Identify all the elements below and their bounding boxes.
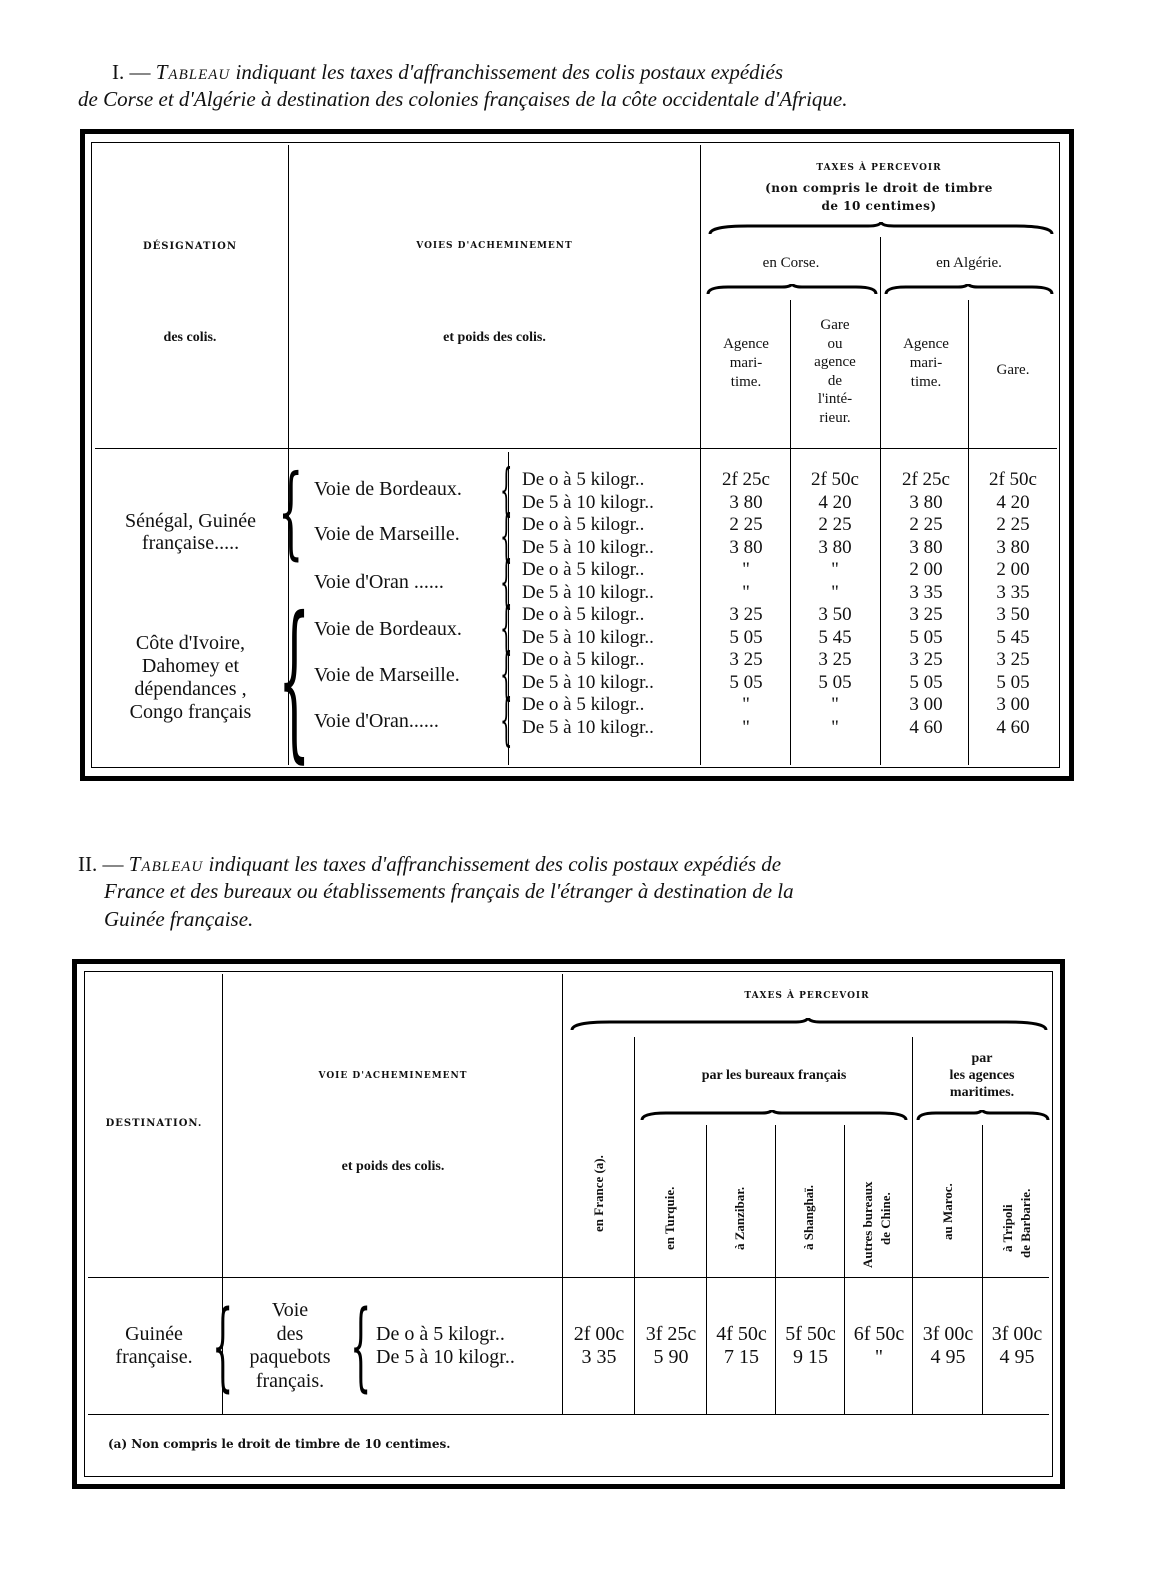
table1-voie-5: Voie de Marseille. — [314, 664, 460, 686]
table1-cell: 2 25 — [909, 514, 943, 535]
table2-header-voie: VOIE D'ACHEMINEMENT — [318, 1071, 468, 1081]
table1-cell: " — [831, 581, 839, 603]
table2-cell: " — [874, 1346, 884, 1368]
table1-cell: 5 05 — [729, 626, 763, 648]
table2-destination: Guinée française. — [115, 1323, 193, 1368]
table2-brace-taxes — [570, 1018, 1048, 1034]
table1-cell: 2 25 — [818, 514, 852, 535]
table1-cell: 5 45 — [996, 626, 1030, 648]
table1-title — [112, 60, 1112, 85]
table1-cell: 2f 50c — [810, 469, 859, 490]
table1-cell: 4 60 — [909, 716, 943, 738]
table1-cell: 5 05 — [909, 671, 943, 693]
table1-cell: 5 05 — [729, 671, 763, 693]
table2-cell: 3 35 — [581, 1346, 617, 1368]
table1-cell: 2 25 — [996, 514, 1030, 535]
table1-title-rest: indiquant les taxes d'affranchissement des colis postaux expédiés — [235, 60, 783, 84]
table1-weight-brace-4: { — [500, 596, 513, 661]
table2-col-france: en France (a). — [591, 1155, 606, 1232]
table1-cell: 3 25 — [818, 649, 852, 670]
table1-cell: 4 60 — [996, 716, 1030, 738]
table2-col-autres: Autres bureaux — [860, 1181, 875, 1268]
table1-cell: 5 05 — [909, 626, 943, 648]
table2-cell: 4 95 — [930, 1346, 966, 1368]
table2-cell: 5f 50c — [785, 1323, 836, 1345]
table1-cell: 3 80 — [729, 491, 763, 513]
table1-cell: 3 25 — [909, 604, 943, 625]
table1-brace-taxes — [708, 222, 1054, 238]
table2-title-line2: France et des bureaux ou établissements français de l'étranger à destination de la — [104, 879, 794, 903]
table1-brace-group1: { — [278, 453, 304, 570]
table1-cell: 2 25 — [729, 514, 763, 535]
table2-cell: 7 15 — [724, 1346, 759, 1368]
table1-cell: 3 25 — [729, 649, 763, 670]
table1-title-num: I. — — [112, 60, 151, 84]
table1-col-agence-corse: Agence mari- time. — [723, 336, 769, 390]
table1-weight-brace-3: { — [500, 550, 513, 615]
table1-brace-group2: { — [278, 581, 311, 779]
table1-cell: 2 00 — [996, 559, 1030, 580]
table2-col-shanghai: à Shanghaï. — [801, 1184, 816, 1250]
table1-cell: 3 80 — [818, 536, 852, 558]
table1-cell: 3 80 — [909, 536, 943, 558]
table2-voie: Voie des paquebots français. — [249, 1299, 331, 1392]
table2-col-barbarie: de Barbarie. — [1018, 1188, 1033, 1258]
table2-col-maroc: au Maroc. — [940, 1183, 955, 1240]
table2-header-destination: DESTINATION. — [105, 1118, 203, 1129]
table2-header-voie-sub: et poids des colis. — [341, 1159, 445, 1174]
table2-cell: 4 95 — [999, 1346, 1035, 1368]
table2-header-taxes: TAXES À PERCEVOIR — [744, 991, 870, 1001]
table1-designation-1: Sénégal, Guinée française..... — [124, 510, 257, 554]
table1-cell: 5 05 — [996, 671, 1030, 693]
table1-cell: 2 00 — [909, 559, 943, 580]
table1-cell: " — [742, 694, 750, 715]
table2-brace-dest: { — [212, 1290, 234, 1402]
table1-header-taxes: TAXES À PERCEVOIR — [816, 163, 942, 173]
table2-brace-agences — [916, 1110, 1050, 1124]
table1-voie-3: Voie d'Oran ...... — [314, 571, 444, 593]
table1-cell: 3 25 — [996, 649, 1030, 670]
table1-cell: 3 80 — [996, 536, 1030, 558]
table1-header-algerie: en Algérie. — [936, 255, 1002, 271]
table1-cell: " — [831, 716, 839, 738]
table2-cell: 3f 00c — [922, 1323, 974, 1345]
table2-cell: 4f 50c — [716, 1323, 767, 1345]
table1-cell: 5 45 — [818, 626, 852, 648]
table2-cell: 6f 50c — [853, 1323, 905, 1345]
table2-weights: De o à 5 kilogr.. De 5 à 10 kilogr.. — [376, 1323, 515, 1368]
table1-col-gare-corse: Gare ou agence de l'inté- rieur. — [814, 317, 856, 426]
table1-cell: 2f 25c — [901, 469, 950, 490]
table1-voie-4: Voie de Bordeaux. — [314, 618, 462, 640]
table1-header-designation: DÉSIGNATION — [142, 241, 238, 252]
table1-cell: 4 20 — [818, 491, 852, 513]
table1-voie-1: Voie de Bordeaux. — [314, 478, 462, 500]
table1-cell: 3 50 — [818, 604, 852, 625]
table1-col-agence-alg: Agence mari- time. — [903, 336, 949, 390]
table1-designation-2: Côte d'Ivoire, Dahomey et dépendances , Congo français — [129, 632, 252, 723]
table1-weight-brace-1: { — [500, 458, 513, 523]
table1-weights: De o à 5 kilogr.. De 5 à 10 kilogr.. De o à 5 kilogr.. De 5 à 10 kilogr.. De o à 5 kilogr.. De 5 à 10 kilogr.. De o à 5 kilogr.. De 5 à 10 kilogr.. De o à 5 kilogr.. De 5 à 10 kilogr.. De o à 5 kilogr.. De 5 à 10 kilogr.. — [522, 469, 654, 738]
table1-header-designation-sub: des colis. — [163, 330, 217, 345]
table1-title-word: Tableau — [155, 60, 231, 84]
table2-brace-voie: { — [350, 1290, 372, 1402]
table2-col-zanzibar: à Zanzibar. — [732, 1186, 747, 1250]
table1-cell: 3 80 — [909, 491, 943, 513]
table2-cell: 3f 25c — [645, 1323, 697, 1345]
table1-header-voies: VOIES D'ACHEMINEMENT — [416, 241, 573, 251]
table1-cell: 3 35 — [909, 581, 943, 603]
table1-cell: " — [831, 559, 839, 580]
table1-cell: 3 80 — [729, 536, 763, 558]
table2-col-turquie: en Turquie. — [662, 1186, 677, 1250]
table1-cell: 4 20 — [996, 491, 1030, 513]
table2-brace-bureaux — [640, 1110, 908, 1124]
table1-cell: 2f 50c — [988, 469, 1037, 490]
table1-header-voies-sub: et poids des colis. — [443, 330, 546, 345]
table1-cell: 3 25 — [729, 604, 763, 625]
table1-header-taxes-2: (non compris le droit de timbre — [765, 181, 993, 195]
table1-weight-brace-6: { — [500, 688, 513, 753]
table1-cell: " — [831, 694, 839, 715]
table1-cell: 5 05 — [818, 671, 852, 693]
table1-header-corse: en Corse. — [762, 255, 820, 271]
table1-cell: " — [742, 716, 750, 738]
table2-cell: 2f 00c — [573, 1323, 625, 1345]
table2-header-bureaux: par les bureaux français — [701, 1068, 847, 1083]
table1-voie-2: Voie de Marseille. — [314, 523, 460, 545]
table1-cell: " — [742, 559, 750, 580]
table1-cell: 3 00 — [996, 694, 1030, 715]
table2-col-tripoli: à Tripoli — [1000, 1204, 1015, 1252]
table1-cell: 3 00 — [909, 694, 943, 715]
table1-col-gare-alg: Gare. — [996, 362, 1030, 378]
table2-cell: 5 90 — [653, 1346, 689, 1368]
table1-brace-corse — [706, 284, 878, 298]
table2-cell: 9 15 — [793, 1346, 828, 1368]
table1-cell: 3 25 — [909, 649, 943, 670]
table1-cell: 3 50 — [996, 604, 1030, 625]
table1-weight-brace-5: { — [500, 642, 513, 707]
table1-cell: 2f 25c — [721, 469, 770, 490]
table1-brace-algerie — [884, 284, 1054, 298]
table1-cell: " — [742, 581, 750, 603]
table1-cell: 3 35 — [996, 581, 1030, 603]
table1-header-taxes-3: de 10 centimes) — [821, 199, 937, 213]
table1-weight-brace-2: { — [500, 504, 513, 569]
table2-title: II. — Tableau indiquant les taxes d'affranchissement des colis postaux expédiés de — [78, 852, 782, 876]
table1-title-line2: de Corse et d'Algérie à destination des colonies françaises de la côte occidentale d'Afrique. — [78, 87, 848, 111]
table2-col-chine: de Chine. — [878, 1192, 893, 1245]
table2-footnote: (a) Non compris le droit de timbre de 10 centimes. — [108, 1437, 451, 1451]
table2-cell: 3f 00c — [991, 1323, 1043, 1345]
table2-title-line3: Guinée française. — [104, 907, 254, 931]
table2-header-agences: par les agences maritimes. — [949, 1051, 1015, 1100]
table1-voie-6: Voie d'Oran...... — [314, 710, 439, 732]
